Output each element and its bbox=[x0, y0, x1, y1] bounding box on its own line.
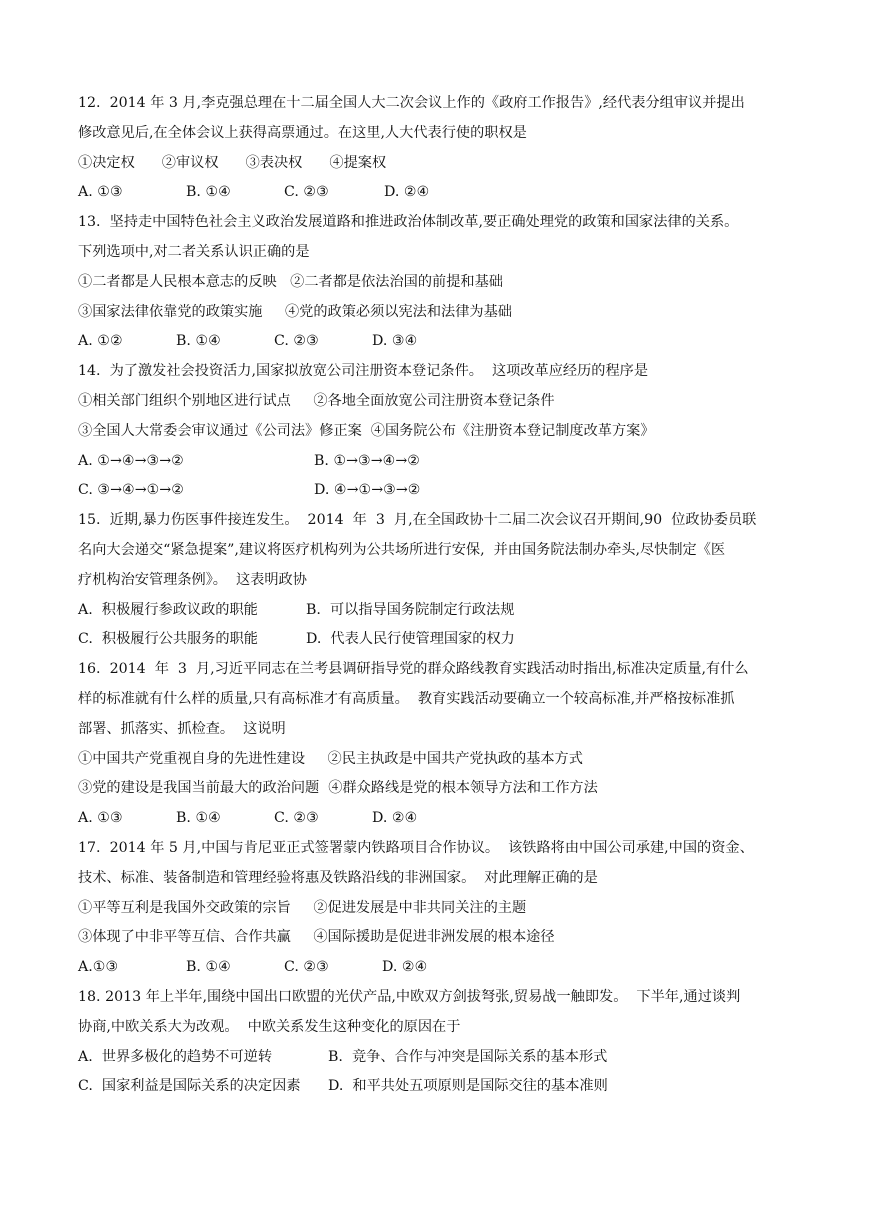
options-row bbox=[78, 476, 798, 506]
option-a: A. 世界多极化的趋势不可逆转 bbox=[78, 1048, 273, 1065]
option-d: D. ③④ bbox=[372, 333, 418, 350]
question-stem-line: 修改意见后,在全体会议上获得高票通过。在这里,人大代表行使的职权是 bbox=[78, 124, 527, 141]
question-stem-line: 15. 近期,暴力伤医事件接连发生。 2014 年 3 月,在全国政协十二届二次会议召开期间,90 位政协委员联 bbox=[78, 512, 757, 529]
options-row bbox=[78, 1072, 798, 1102]
statement-line: ①中国共产党重视自身的先进性建设 ②民主执政是中国共产党执政的基本方式 bbox=[78, 750, 583, 767]
option-a: A. ①→④→③→② bbox=[78, 452, 184, 469]
options-row bbox=[78, 447, 798, 477]
question-stem-line: 12. 2014 年 3 月,李克强总理在十二届全国人大二次会议上作的《政府工作报告》,经代表分组审议并提出 bbox=[78, 95, 745, 111]
question-stem-line: 18. 2013 年上半年,围绕中国出口欧盟的光伏产品,中欧双方剑拔弩张,贸易战一触即发。 下半年,通过谈判 bbox=[78, 988, 741, 1005]
statement-line: ③党的建设是我国当前最大的政治问题 ④群众路线是党的根本领导方法和工作方法 bbox=[78, 780, 598, 797]
question-12 bbox=[78, 89, 798, 208]
option-d: D. 代表人民行使管理国家的权力 bbox=[306, 631, 515, 648]
option-a: A. 积极履行参政议政的职能 bbox=[78, 601, 258, 618]
options-row bbox=[78, 804, 798, 834]
option-b: B. ①④ bbox=[176, 810, 221, 827]
option-a: A. ①③ bbox=[78, 810, 123, 827]
question-stem-line: 14. 为了激发社会投资活力,国家拟放宽公司注册资本登记条件。 这项改革应经历的程序是 bbox=[78, 363, 649, 380]
option-c: C. ②③ bbox=[274, 333, 319, 350]
option-c: C. ③→④→①→② bbox=[78, 482, 184, 499]
question-stem-line: 下列选项中,对二者关系认识正确的是 bbox=[78, 243, 310, 260]
option-d: D. ②④ bbox=[372, 810, 418, 827]
option-a: A. ①③ bbox=[78, 184, 123, 201]
statement-line: ③全国人大常委会审议通过《公司法》修正案 ④国务院公布《注册资本登记制度改革方案》 bbox=[78, 422, 655, 439]
option-d: D. 和平共处五项原则是国际交往的基本准则 bbox=[328, 1078, 608, 1095]
statement-line: ①相关部门组织个别地区进行试点 ②各地全面放宽公司注册资本登记条件 bbox=[78, 392, 555, 409]
option-c: C. ②③ bbox=[284, 184, 329, 201]
question-stem-line: 样的标准就有什么样的质量,只有高标准才有高质量。 教育实践活动要确立一个较高标准,并严格按标准抓 bbox=[78, 690, 735, 707]
options-row bbox=[78, 625, 798, 655]
statement-line: ①决定权 ②审议权 ③表决权 ④提案权 bbox=[78, 154, 387, 171]
question-18 bbox=[78, 983, 798, 1102]
option-c: C. ②③ bbox=[274, 810, 319, 827]
statement-line: ③国家法律依靠党的政策实施 ④党的政策必须以宪法和法律为基础 bbox=[78, 303, 512, 320]
option-d: D. ②④ bbox=[382, 959, 428, 976]
option-a: A.①③ bbox=[78, 959, 119, 976]
options-row bbox=[78, 596, 798, 626]
option-b: B. 可以指导国务院制定行政法规 bbox=[306, 601, 515, 618]
question-stem-line: 17. 2014 年 5 月,中国与肯尼亚正式签署蒙内铁路项目合作协议。 该铁路将由中国公司承建,中国的资金、 bbox=[78, 839, 754, 856]
option-b: B. ①→③→④→② bbox=[314, 452, 420, 469]
statement-line: ①平等互利是我国外交政策的宗旨 ②促进发展是中非共同关注的主题 bbox=[78, 899, 527, 916]
option-d: D. ④→①→③→② bbox=[314, 482, 421, 499]
option-c: C. 国家利益是国际关系的决定因素 bbox=[78, 1078, 301, 1095]
option-c: C. ②③ bbox=[284, 959, 329, 976]
question-stem-line: 疗机构治安管理条例》。 这表明政协 bbox=[78, 571, 307, 588]
statement-line: ①二者都是人民根本意志的反映 ②二者都是依法治国的前提和基础 bbox=[78, 273, 503, 290]
option-b: B. ①④ bbox=[186, 184, 231, 201]
options-row bbox=[78, 327, 798, 357]
question-stem-line: 协商,中欧关系大为改观。 中欧关系发生这种变化的原因在于 bbox=[78, 1018, 461, 1035]
question-16 bbox=[78, 655, 798, 834]
question-stem-line: 部署、抓落实、抓检查。 这说明 bbox=[78, 720, 286, 737]
question-14 bbox=[78, 357, 798, 506]
option-d: D. ②④ bbox=[384, 184, 430, 201]
question-17 bbox=[78, 834, 798, 983]
statement-line: ③体现了中非平等互信、合作共赢 ④国际援助是促进非洲发展的根本途径 bbox=[78, 929, 555, 946]
option-c: C. 积极履行公共服务的职能 bbox=[78, 631, 258, 648]
question-stem-line: 16. 2014 年 3 月,习近平同志在兰考县调研指导党的群众路线教育实践活动时指出,标准决定质量,有什么 bbox=[78, 661, 749, 678]
option-b: B. ①④ bbox=[186, 959, 231, 976]
option-b: B. 竞争、合作与冲突是国际关系的基本形式 bbox=[328, 1048, 608, 1065]
question-stem-line: 技术、标准、装备制造和管理经验将惠及铁路沿线的非洲国家。 对此理解正确的是 bbox=[78, 869, 598, 886]
option-b: B. ①④ bbox=[176, 333, 221, 350]
question-stem-line: 名向大会递交“紧急提案”,建议将医疗机构列为公共场所进行安保, 并由国务院法制办牵头,尽快制定《医 bbox=[78, 541, 726, 558]
question-13 bbox=[78, 208, 798, 357]
options-row bbox=[78, 1043, 798, 1073]
question-stem-line: 13. 坚持走中国特色社会主义政治发展道路和推进政治体制改革,要正确处理党的政策和国家法律的关系。 bbox=[78, 214, 739, 231]
options-row bbox=[78, 953, 798, 983]
option-a: A. ①② bbox=[78, 333, 123, 350]
question-15 bbox=[78, 506, 798, 655]
exam-page bbox=[78, 89, 798, 1102]
options-row bbox=[78, 178, 798, 208]
